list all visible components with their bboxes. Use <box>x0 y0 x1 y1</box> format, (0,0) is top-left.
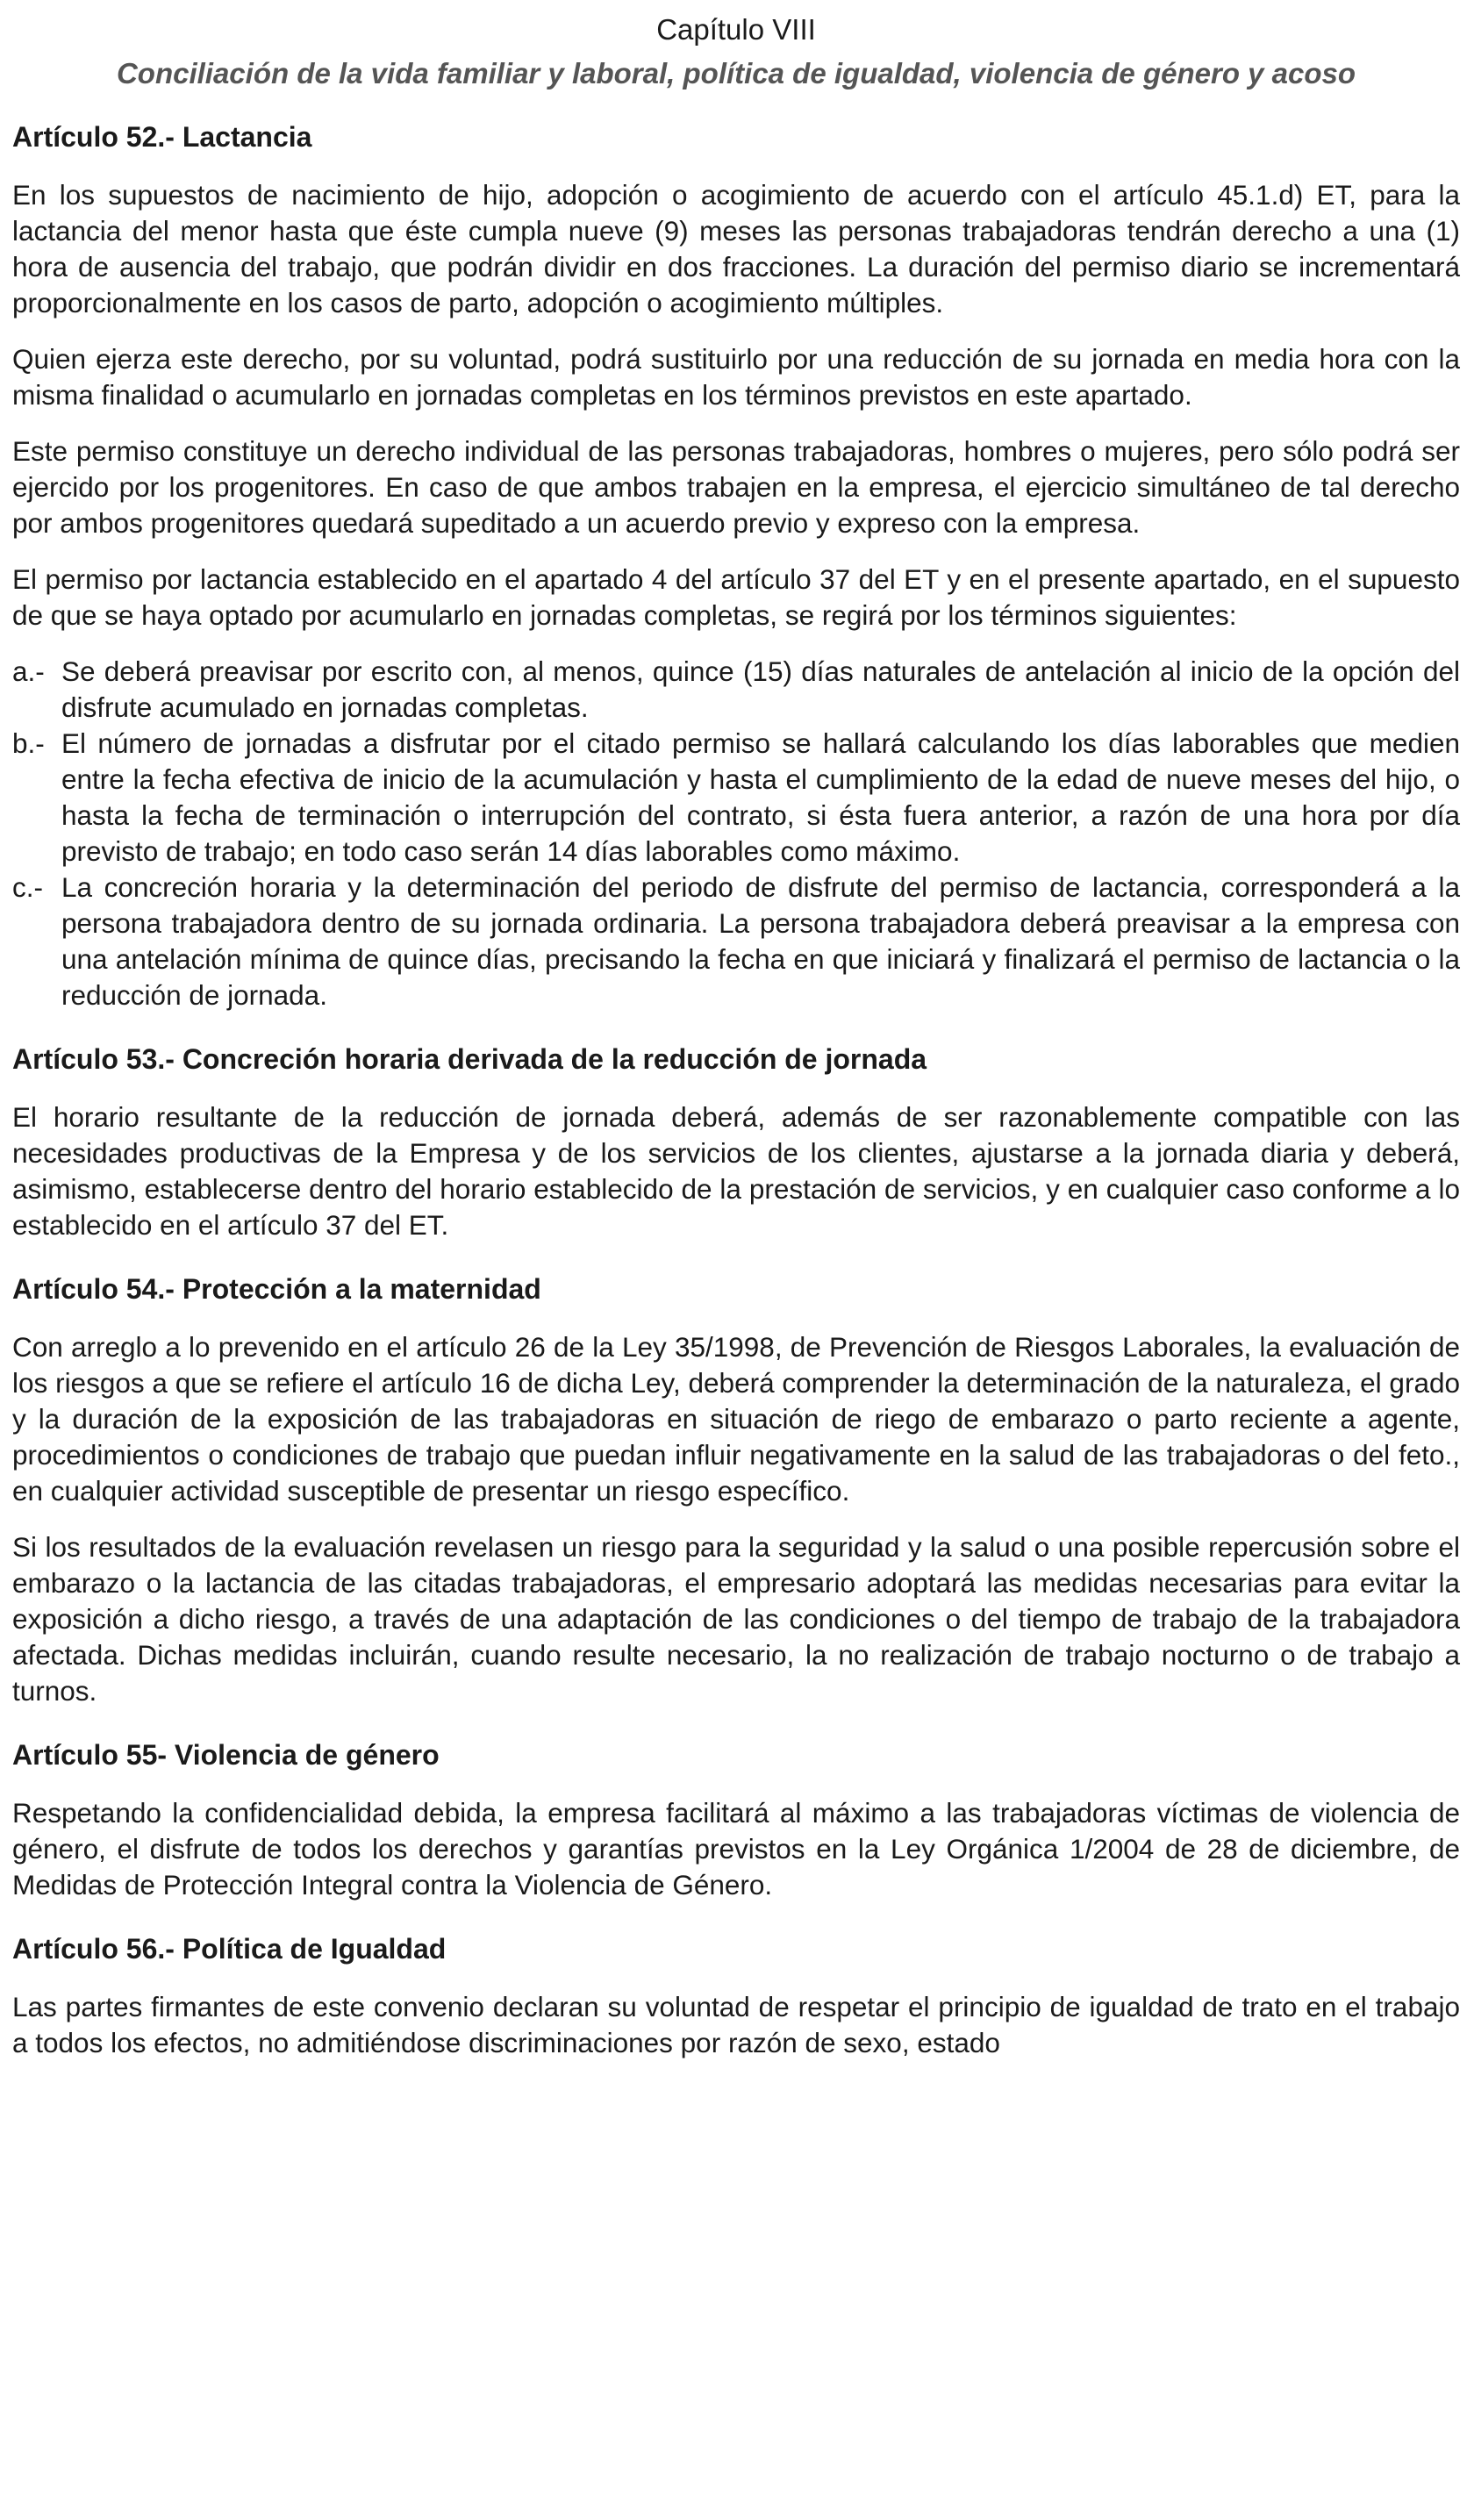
article-paragraph: El horario resultante de la reducción de jornada deberá, además de ser razonablemente compatible con las necesidades productivas de la Empresa y de los servicios de los clientes, ajustarse a la jornada diaria y deberá, asimismo, establecerse dentro del horario establecido de la prestación de servicios, y en cualquier caso conforme a lo establecido en el artículo 37 del ET. <box>12 1101 1460 1241</box>
chapter-header <box>12 12 1460 91</box>
list-marker: c.- <box>12 871 43 903</box>
chapter-title: Capítulo VIII <box>656 13 816 46</box>
list-marker: a.- <box>12 655 45 687</box>
document-page <box>12 12 1460 2081</box>
article-paragraph: El permiso por lactancia establecido en el apartado 4 del artículo 37 del ET y en el presente apartado, en el supuesto de que se haya optado por acumularlo en jornadas completas, se regirá por los términos siguientes: <box>12 563 1460 631</box>
article-paragraph: Si los resultados de la evaluación revelasen un riesgo para la seguridad y la salud o una posible repercusión sobre el embarazo o la lactancia de las citadas trabajadoras, el empresario adoptará las medidas necesarias para evitar la exposición a dicho riesgo, a través de una adaptación de las condiciones o del tiempo de trabajo de la trabajadora afectada. Dichas medidas incluirán, cuando resulte necesario, la no realización de trabajo nocturno o de trabajo a turnos. <box>12 1531 1460 1707</box>
article-paragraph: Las partes firmantes de este convenio declaran su voluntad de respetar el principio de igualdad de trato en el trabajo a todos los efectos, no admitiéndose discriminaciones por razón de sexo, estado <box>12 1991 1460 2058</box>
article-heading: Artículo 54.- Protección a la maternidad <box>12 1273 541 1305</box>
article-55 <box>12 1737 1460 1903</box>
list-item <box>12 654 1460 726</box>
list-marker: b.- <box>12 727 45 759</box>
terms-list <box>12 654 1460 1013</box>
article-paragraph: Respetando la confidencialidad debida, la empresa facilitará al máximo a las trabajadoras víctimas de violencia de género, el disfrute de todos los derechos y garantías previstos en la Ley Orgánica 1/2004 de 28 de diciembre, de Medidas de Protección Integral contra la Violencia de Género. <box>12 1797 1460 1901</box>
article-paragraph: Este permiso constituye un derecho individual de las personas trabajadoras, hombres o mujeres, pero sólo podrá ser ejercido por los progenitores. En caso de que ambos trabajen en la empresa, el ejercicio simultáneo de tal derecho por ambos progenitores quedará supeditado a un acuerdo previo y expreso con la empresa. <box>12 435 1460 539</box>
list-item-text: Se deberá preavisar por escrito con, al menos, quince (15) días naturales de antelación al inicio de la opción del disfrute acumulado en jornadas completas. <box>61 655 1460 723</box>
article-heading: Artículo 56.- Política de Igualdad <box>12 1933 447 1965</box>
list-item-text: La concreción horaria y la determinación del periodo de disfrute del permiso de lactancia, corresponderá a la persona trabajadora dentro de su jornada ordinaria. La persona trabajadora deberá preavisar a la empresa con una antelación mínima de quince días, precisando la fecha en que iniciará y finalizará el permiso de lactancia o la reducción de jornada. <box>61 871 1460 1011</box>
article-53 <box>12 1042 1460 1243</box>
list-item <box>12 870 1460 1013</box>
article-heading: Artículo 55- Violencia de género <box>12 1739 440 1771</box>
article-heading: Artículo 52.- Lactancia <box>12 121 312 153</box>
article-54 <box>12 1271 1460 1709</box>
list-item-text: El número de jornadas a disfrutar por el citado permiso se hallará calculando los días laborables que medien entre la fecha efectiva de inicio de la acumulación y hasta el cumplimiento de la edad de nueve meses del hijo, o hasta la fecha de terminación o interrupción del contrato, si ésta fuera anterior, a razón de una hora por día previsto de trabajo; en todo caso serán 14 días laborables como máximo. <box>61 727 1460 867</box>
list-item <box>12 726 1460 870</box>
article-paragraph: Con arreglo a lo prevenido en el artículo 26 de la Ley 35/1998, de Prevención de Riesgos Laborales, la evaluación de los riesgos a que se refiere el artículo 16 de dicha Ley, deberá comprender la determinación de la naturaleza, el grado y la duración de la exposición de las trabajadoras en situación de riego de embarazo o parto reciente a agente, procedimientos o condiciones de trabajo que puedan influir negativamente en la salud de las trabajadoras o del feto., en cualquier actividad susceptible de presentar un riesgo específico. <box>12 1331 1460 1507</box>
article-52 <box>12 119 1460 1013</box>
chapter-subtitle: Conciliación de la vida familiar y laboral, política de igualdad, violencia de género y acoso <box>116 57 1356 89</box>
article-56 <box>12 1931 1460 2061</box>
article-paragraph: Quien ejerza este derecho, por su voluntad, podrá sustituirlo por una reducción de su jornada en media hora con la misma finalidad o acumularlo en jornadas completas en los términos previstos en este apartado. <box>12 343 1460 411</box>
article-heading: Artículo 53.- Concreción horaria derivada de la reducción de jornada <box>12 1043 927 1075</box>
article-paragraph: En los supuestos de nacimiento de hijo, adopción o acogimiento de acuerdo con el artículo 45.1.d) ET, para la lactancia del menor hasta que éste cumpla nueve (9) meses las personas trabajadoras tendrán derecho a una (1) hora de ausencia del trabajo, que podrán dividir en dos fracciones. La duración del permiso diario se incrementará proporcionalmente en los casos de parto, adopción o acogimiento múltiples. <box>12 179 1460 319</box>
